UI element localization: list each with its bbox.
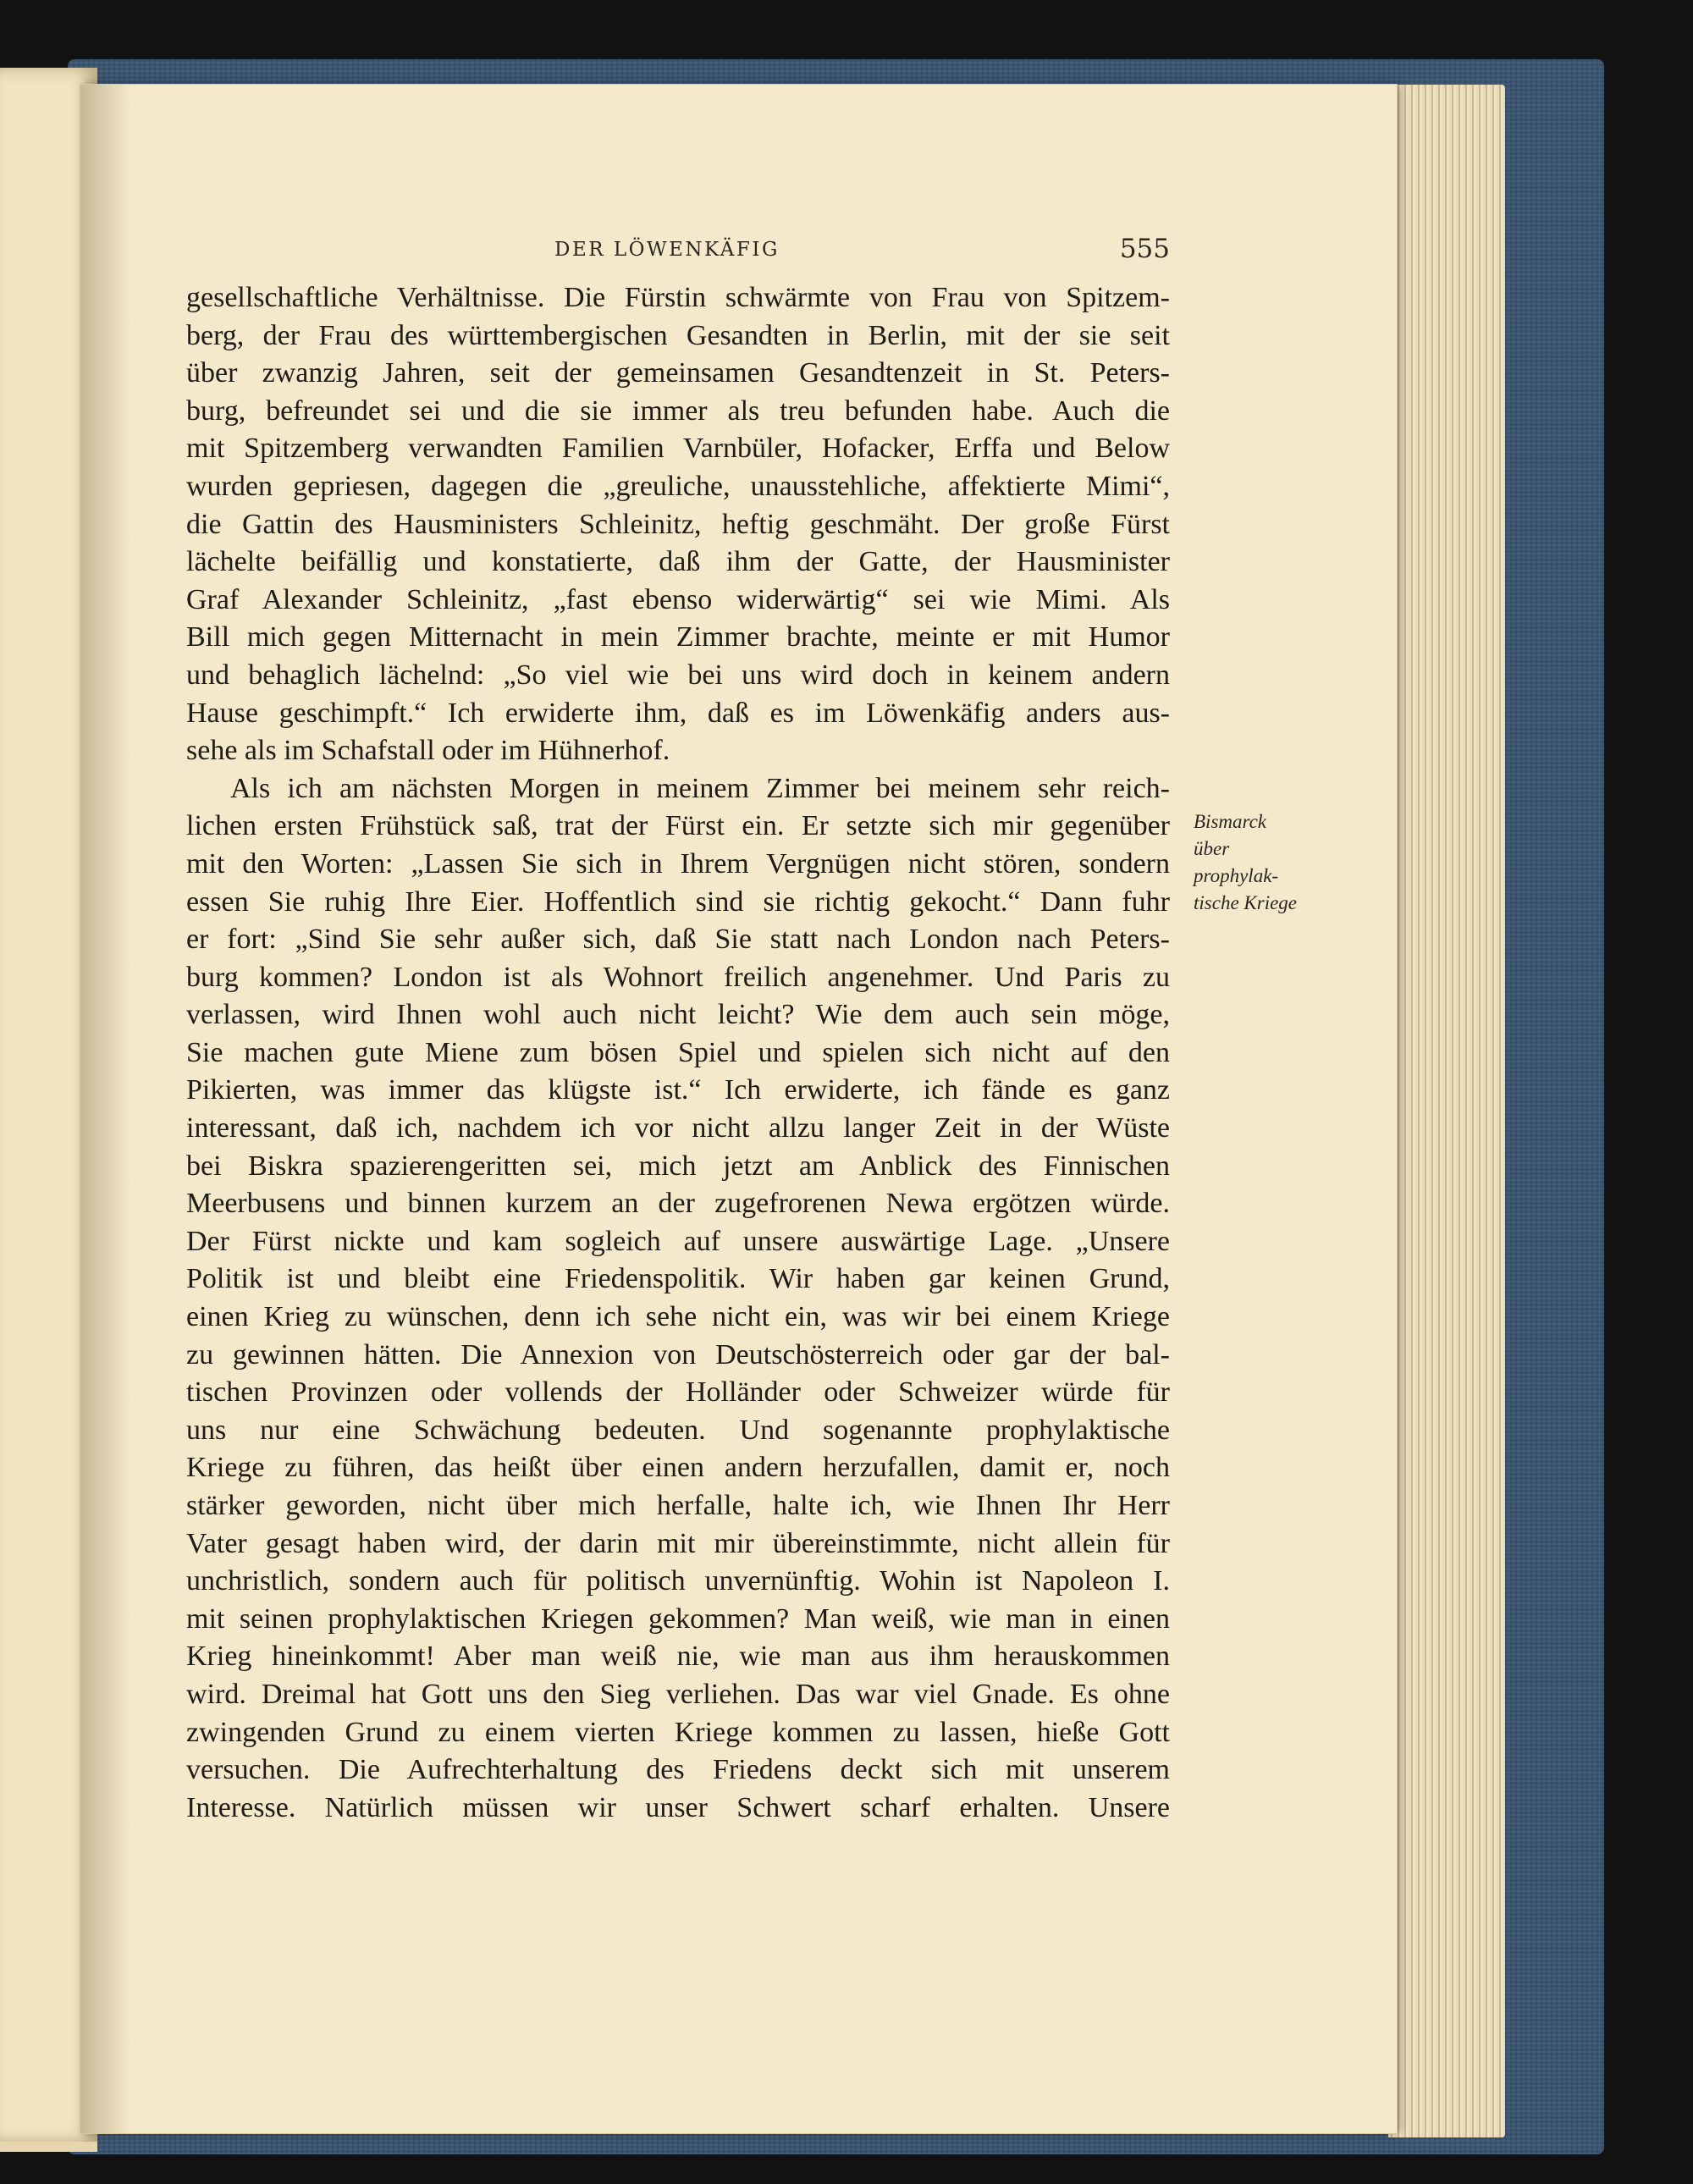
- margin-note-line: über: [1194, 838, 1230, 859]
- text-line: Politik ist und bleibt eine Friedenspolitik. Wir haben gar keinen Grund,: [186, 1263, 1170, 1295]
- page-number: 555: [1119, 234, 1170, 264]
- text-line: versuchen. Die Aufrechterhaltung des Friedens deckt sich mit unserem: [186, 1754, 1170, 1786]
- page-header: [186, 234, 1170, 273]
- text-line: unchristlich, sondern auch für politisch unvernünftig. Wohin ist Napoleon I.: [186, 1565, 1170, 1597]
- text-line: berg, der Frau des württembergischen Gesandten in Berlin, mit der sie seit: [186, 319, 1170, 351]
- text-line: lächelte beifällig und konstatierte, daß ihm der Gatte, der Hausminister: [186, 546, 1170, 578]
- text-line: bei Biskra spazierengeritten sei, mich jetzt am Anblick des Finnischen: [186, 1150, 1170, 1182]
- paragraph-last-line: sehe als im Schafstall oder im Hühnerhof.: [186, 735, 670, 767]
- text-line: Bill mich gegen Mitternacht in mein Zimmer brachte, meinte er mit Humor: [186, 621, 1170, 654]
- margin-note-line: Bismarck: [1194, 811, 1267, 832]
- margin-note: [1194, 808, 1346, 917]
- text-line: uns nur eine Schwächung bedeuten. Und sogenannte prophylaktische: [186, 1414, 1170, 1446]
- text-line: einen Krieg zu wünschen, denn ich sehe nicht ein, was wir bei einem Kriege: [186, 1301, 1170, 1333]
- text-line: burg kommen? London ist als Wohnort freilich angenehmer. Und Paris zu: [186, 961, 1170, 993]
- page-gutter-shadow: [80, 85, 131, 2133]
- text-line: wird. Dreimal hat Gott uns den Sieg verliehen. Das war viel Gnade. Es ohne: [186, 1678, 1170, 1710]
- text-line: essen Sie ruhig Ihre Eier. Hoffentlich sind sie richtig gekocht.“ Dann fuhr: [186, 885, 1170, 918]
- text-line: Interesse. Natürlich müssen wir unser Schwert scharf erhalten. Unsere: [186, 1791, 1170, 1823]
- text-line: Graf Alexander Schleinitz, „fast ebenso widerwärtig“ sei wie Mimi. Als: [186, 583, 1170, 615]
- text-line: mit Spitzemberg verwandten Familien Varnbüler, Hofacker, Erffa und Below: [186, 433, 1170, 465]
- text-line: verlassen, wird Ihnen wohl auch nicht leicht? Wie dem auch sein möge,: [186, 999, 1170, 1031]
- margin-note-line: prophylak-: [1194, 865, 1279, 886]
- text-line: zu gewinnen hätten. Die Annexion von Deutschösterreich oder gar der bal-: [186, 1338, 1170, 1371]
- text-line: und behaglich lächelnd: „So viel wie bei uns wird doch in keinem andern: [186, 659, 1170, 691]
- text-line: über zwanzig Jahren, seit der gemeinsamen Gesandtenzeit in St. Peters-: [186, 357, 1170, 389]
- text-line: lichen ersten Frühstück saß, trat der Fürst ein. Er setzte sich mir gegenüber: [186, 810, 1170, 842]
- text-line: mit den Worten: „Lassen Sie sich in Ihrem Vergnügen nicht stören, sondern: [186, 847, 1170, 880]
- text-line: wurden gepriesen, dagegen die „greuliche, unausstehliche, affektierte Mimi“,: [186, 470, 1170, 502]
- text-line: Sie machen gute Miene zum bösen Spiel und spielen sich nicht auf den: [186, 1036, 1170, 1068]
- text-line: Hause geschimpft.“ Ich erwiderte ihm, daß es im Löwenkäfig anders aus-: [186, 697, 1170, 729]
- text-line: mit seinen prophylaktischen Kriegen gekommen? Man weiß, wie man in einen: [186, 1602, 1170, 1635]
- page-edges: [1388, 85, 1505, 2137]
- text-line: stärker geworden, nicht über mich herfalle, halte ich, wie Ihnen Ihr Herr: [186, 1490, 1170, 1521]
- text-line: er fort: „Sind Sie sehr außer sich, daß Sie statt nach London nach Peters-: [186, 924, 1170, 956]
- margin-note-line: tische Kriege: [1194, 892, 1297, 913]
- text-line: interessant, daß ich, nachdem ich vor nicht allzu langer Zeit in der Wüste: [186, 1112, 1170, 1144]
- text-line: Pikierten, was immer das klügste ist.“ Ich erwiderte, ich fände es ganz: [186, 1074, 1170, 1106]
- paragraph-first-line: Als ich am nächsten Morgen in meinem Zimmer bei meinem sehr reich-: [230, 772, 1170, 804]
- text-line: zwingenden Grund zu einem vierten Kriege kommen zu lassen, hieße Gott: [186, 1716, 1170, 1748]
- running-title: DER LÖWENKÄFIG: [554, 239, 780, 261]
- text-line: burg, befreundet sei und die sie immer als treu befunden habe. Auch die: [186, 394, 1170, 427]
- text-line: tischen Provinzen oder vollends der Holländer oder Schweizer würde für: [186, 1376, 1170, 1409]
- text-line: Meerbusens und binnen kurzem an der zugefrorenen Newa ergötzen würde.: [186, 1188, 1170, 1220]
- text-line: Krieg hineinkommt! Aber man weiß nie, wie man aus ihm herauskommen: [186, 1641, 1170, 1673]
- text-line: Der Fürst nickte und kam sogleich auf unsere auswärtige Lage. „Unsere: [186, 1225, 1170, 1257]
- text-line: Vater gesagt haben wird, der darin mit mir übereinstimmte, nicht allein für: [186, 1527, 1170, 1559]
- text-line: Kriege zu führen, das heißt über einen andern herzufallen, damit er, noch: [186, 1452, 1170, 1484]
- text-line: die Gattin des Hausministers Schleinitz, heftig geschmäht. Der große Fürst: [186, 508, 1170, 540]
- text-line: gesellschaftliche Verhältnisse. Die Fürstin schwärmte von Frau von Spitzem-: [186, 282, 1170, 313]
- body-text: [186, 279, 1170, 1827]
